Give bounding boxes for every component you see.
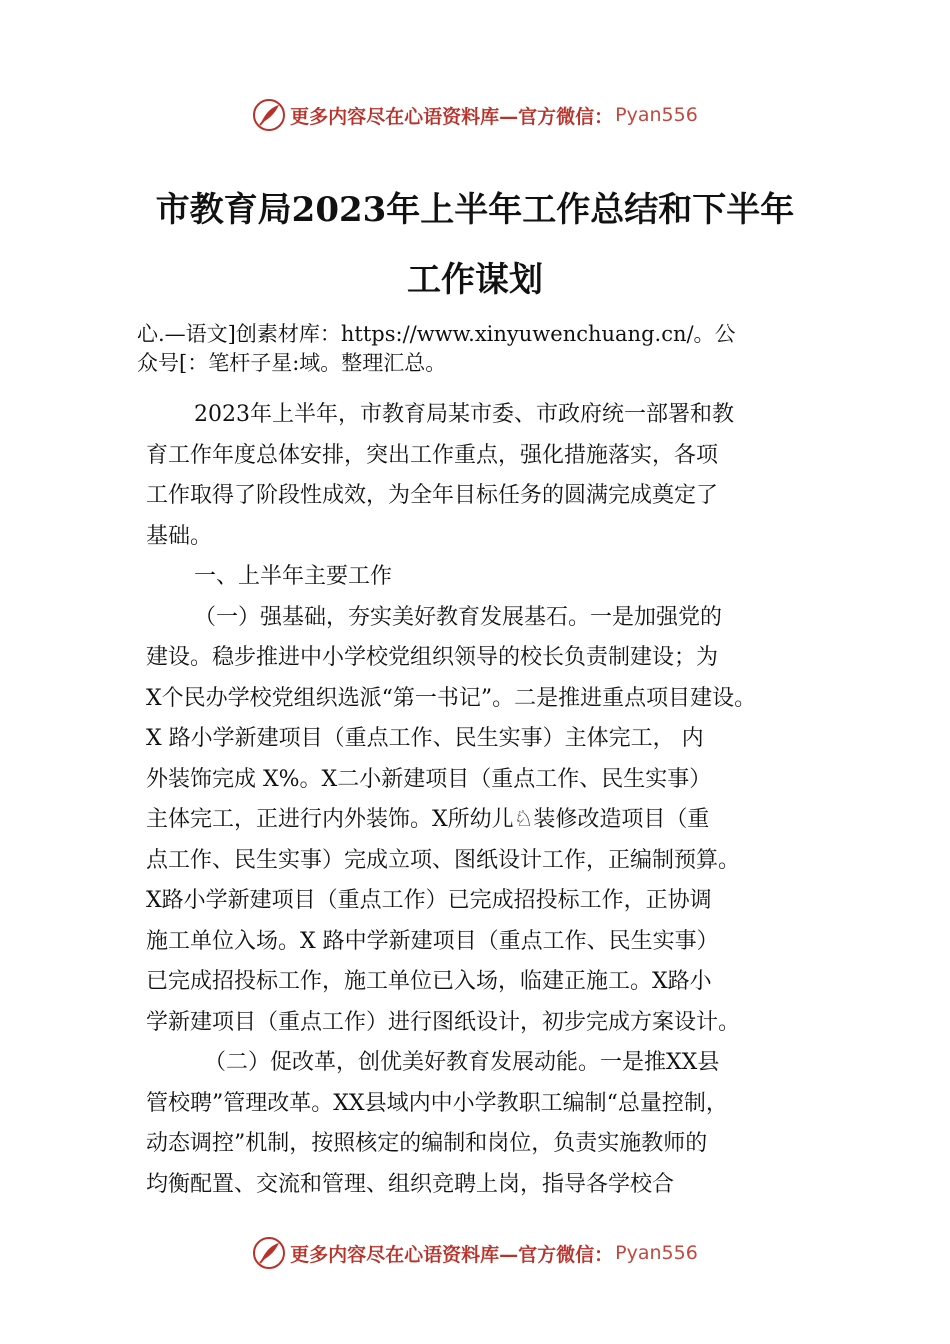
body-line: 2023年上半年，市教育局某市委、市政府统一部署和教 — [194, 402, 734, 427]
body-line: 建设。稳步推进中小学校党组织领导的校长负责制建设；为 — [146, 645, 719, 670]
body-line: 动态调控”机制，按照核定的编制和岗位，负责实施教师的 — [146, 1131, 708, 1156]
feather-pen-logo-icon — [252, 1236, 286, 1270]
watermark-wechat-id: Pyan556 — [615, 104, 698, 126]
title-line-2: 工作谋划 — [407, 260, 543, 300]
body-line: 均衡配置、交流和管理、组织竞聘上岗，指导各学校合 — [146, 1171, 675, 1197]
body-line: 育工作年度总体安排，突出工作重点，强化措施落实，各项 — [146, 442, 719, 468]
body-line: X 路小学新建项目（重点工作、民生实事）主体完工， 内 — [146, 726, 704, 751]
watermark-text: 更多内容尽在心语资料库—官方微信： — [290, 105, 614, 128]
body-line: X个民办学校党组织选派“第一书记”。二是推进重点项目建设。 — [146, 685, 757, 711]
source-note — [137, 320, 837, 378]
watermark-footer — [0, 1233, 950, 1273]
body-line: （二）促改革，创优美好教育发展动能。一是推XX县 — [204, 1050, 720, 1075]
body-line: 学新建项目（重点工作）进行图纸设计，初步完成方案设计。 — [146, 1009, 741, 1035]
body-line: 工作取得了阶段性成效，为全年目标任务的圆满完成奠定了 — [146, 483, 719, 508]
source-line-1: 心.—语文]创素材库：https://www.xinyuwenchuang.cn/。公 — [137, 322, 736, 346]
watermark-text: 更多内容尽在心语资料库—官方微信： — [290, 1243, 614, 1266]
document-body — [146, 395, 846, 1205]
body-line: 点工作、民生实事）完成立项、图纸设计工作，正编制预算。 — [146, 847, 741, 873]
body-line: 施工单位入场。X 路中学新建项目（重点工作、民生实事） — [146, 928, 719, 954]
document-title — [60, 175, 890, 315]
watermark-header — [0, 95, 950, 135]
source-line-2: 众号[：笔杆子星:域。整理汇总。 — [137, 351, 447, 375]
section-heading: 一、上半年主要工作 — [194, 564, 393, 589]
feather-pen-logo-icon — [252, 98, 286, 132]
watermark-wechat-id: Pyan556 — [615, 1242, 698, 1264]
body-line: （一）强基础，夯实美好教育发展基石。一是加强党的 — [194, 604, 723, 630]
body-line: 基础。 — [146, 523, 213, 549]
body-line: 已完成招投标工作，施工单位已入场，临建正施工。X路小 — [146, 969, 712, 994]
body-line: 管校聘”管理改革。XX县域内中小学教职工编制“总量控制， — [146, 1090, 728, 1116]
body-line: 主体完工，正进行内外装饰。X所幼儿♘装修改造项目（重 — [146, 807, 710, 832]
body-line: 外装饰完成 X%。X二小新建项目（重点工作、民生实事） — [146, 766, 712, 792]
body-line: X路小学新建项目（重点工作）已完成招投标工作，正协调 — [146, 888, 712, 913]
title-line-1: 市教育局2023年上半年工作总结和下半年 — [155, 190, 795, 230]
